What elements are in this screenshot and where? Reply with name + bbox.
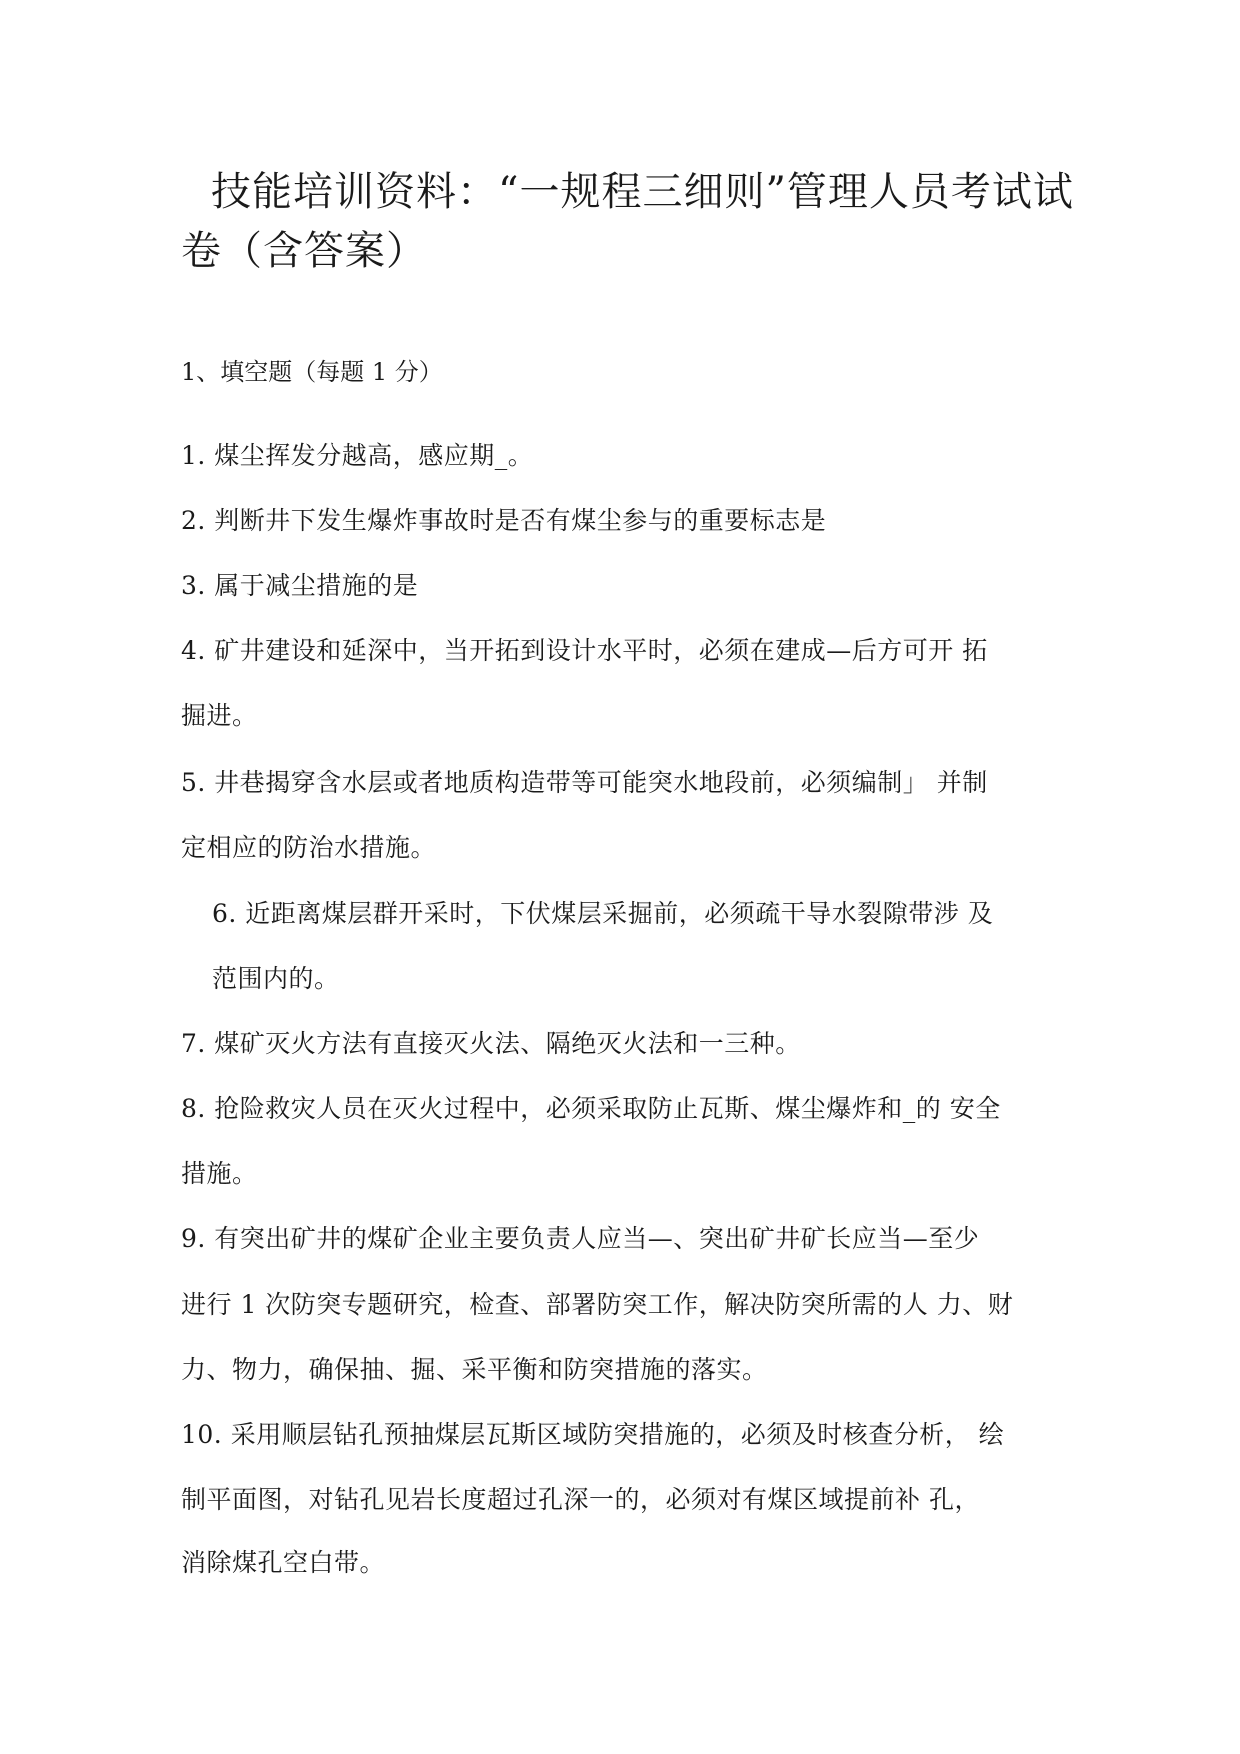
question-8: 8. 抢险救灾人员在灭火过程中，必须采取防止瓦斯、煤尘爆炸和_的 安全	[181, 1094, 1001, 1123]
question-5: 5. 井巷揭穿含水层或者地质构造带等可能突水地段前，必须编制」 并制	[181, 768, 988, 797]
question-3: 3. 属于减尘措施的是	[181, 571, 419, 600]
question-7: 7. 煤矿灭火方法有直接灭火法、隔绝灭火法和一三种。	[181, 1029, 801, 1058]
section-heading: 1、填空题（每题 1 分）	[181, 358, 443, 386]
question-5-continuation: 定相应的防治水措施。	[181, 833, 437, 862]
question-9-continuation-2: 力、物力，确保抽、掘、采平衡和防突措施的落实。	[181, 1355, 768, 1384]
question-1: 1. 煤尘挥发分越高，感应期_。	[181, 441, 534, 470]
question-9-continuation-1: 进行 1 次防突专题研究，检查、部署防突工作，解决防突所需的人 力、财	[181, 1290, 1014, 1319]
question-9: 9. 有突出矿井的煤矿企业主要负责人应当—、突出矿井矿长应当—至少	[181, 1224, 980, 1253]
question-4: 4. 矿井建设和延深中，当开拓到设计水平时，必须在建成—后方可开 拓	[181, 636, 988, 665]
question-10: 10. 采用顺层钻孔预抽煤层瓦斯区域防突措施的，必须及时核查分析， 绘	[181, 1420, 1005, 1449]
document-title-line-1: 技能培训资料：“一规程三细则”管理人员考试试	[211, 169, 1074, 215]
question-10-continuation-2: 消除煤孔空白带。	[181, 1548, 386, 1577]
question-2: 2. 判断井下发生爆炸事故时是否有煤尘参与的重要标志是	[181, 506, 827, 535]
question-6-continuation: 范围内的。	[212, 964, 340, 993]
document-title-line-2: 卷（含答案）	[181, 228, 427, 274]
question-4-continuation: 掘进。	[181, 701, 258, 730]
question-8-continuation: 措施。	[181, 1159, 258, 1188]
question-6: 6. 近距离煤层群开采时，下伏煤层采掘前，必须疏干导水裂隙带涉 及	[212, 899, 994, 928]
question-10-continuation-1: 制平面图，对钻孔见岩长度超过孔深一的，必须对有煤区域提前补 孔，	[181, 1485, 980, 1514]
